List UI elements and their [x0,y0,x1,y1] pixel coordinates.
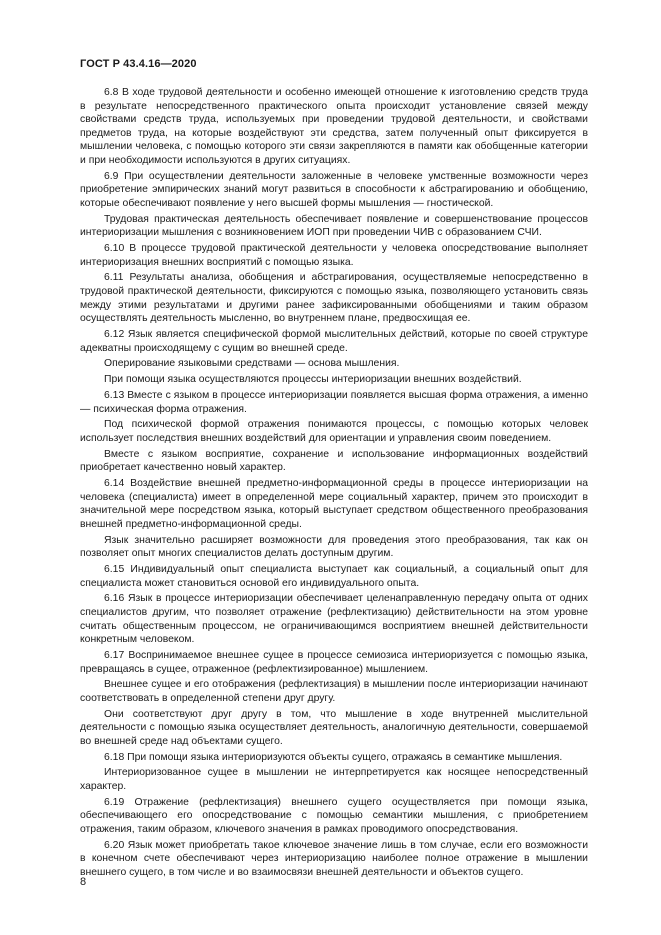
paragraph: 6.11 Результаты анализа, обобщения и абстрагирования, осуществляемые непосредственно в трудовой практической деятельности, фиксируются с помощью языка, позволяющего установить связь между этими результатами и другими ранее зафиксированными обобщениями и таким образом осуществлять деятельность мысленно, во внутреннем плане, предвосхищая ее. [80,272,588,325]
paragraph: Они соответствуют друг другу в том, что мышление в ходе внутренней мыслительной деятельности с помощью языка осуществляет деятельность, аналогичную деятельности, совершаемой во внешней среде над объектами сущего. [80,708,588,747]
paragraph: При помощи языка осуществляются процессы интериоризации внешних воздействий. [104,374,522,386]
document-header: ГОСТ Р 43.4.16—2020 [80,58,197,70]
paragraph: 6.9 При осуществлении деятельности заложенные в человеке умственные возможности через приобретение эмпирических знаний могут развиться в способности к абстрагированию и обобщению, которые обеспечивают появление у него высшей формы мышления — гностической. [80,170,588,209]
paragraph: 6.10 В процессе трудовой практической деятельности у человека опосредствование выполняет интериоризация внешних восприятий с помощью языка. [80,243,588,268]
paragraph: 6.13 Вместе с языком в процессе интериоризации появляется высшая форма отражения, а именно — психическая форма отражения. [80,389,588,415]
paragraph: Оперирование языковыми средствами — основа мышления. [104,358,400,370]
paragraph: Вместе с языком восприятие, сохранение и использование информационных воздействий приобретает качественно новый характер. [80,448,588,474]
document-body [80,86,588,882]
paragraph: 6.8 В ходе трудовой деятельности и особенно имеющей отношение к изготовлению средств труда в результате непосредственного практического опыта происходит установление связей между свойствами средств труда, используемых при проведении трудовой деятельности, и свойствами предметов труда, на которые воздействуют эти средства, затем полученный опыт фиксируется в мышлении человека, с помощью которого эти связи закрепляются в памяти как обобщенные категории и при необходимости используются в других ситуациях. [80,87,588,166]
paragraph: 6.19 Отражение (рефлектизация) внешнего сущего осуществляется при помощи языка, обеспечивающего его опосредствование с помощью семантики мышления, с приобретением отражения, таким образом, ключевого значения в рамках проводимого опосредствования. [80,796,588,836]
paragraph: Язык значительно расширяет возможности для проведения этого преобразования, так как он позволяет опыт многих специалистов делать доступным другим. [80,534,588,560]
paragraph: Под психической формой отражения понимаются процессы, с помощью которых человек использует последствия внешних воздействий для ориентации и управления своим поведением. [80,419,588,444]
paragraph: 6.12 Язык является специфической формой мыслительных действий, которые по своей структуре адекватны происходящему с сущим во внешней среде. [80,329,588,354]
paragraph: Интериоризованное сущее в мышлении не интерпретируется как носящее непосредственный характер. [80,767,588,793]
paragraph: 6.14 Воздействие внешней предметно-информационной среды в процессе интериоризации на человека (специалиста) имеет в определенной мере социальный характер, причем это происходит в значительной мере посредством языка, который выступает средством общественного преобразования внешней предметно-информационной среды. [80,478,588,530]
paragraph: 6.17 Воспринимаемое внешнее сущее в процессе семиозиса интериоризуется с помощью языка, превращаясь в сущее, отраженное (рефлектизированное) мышлением. [80,649,588,675]
paragraph: 6.16 Язык в процессе интериоризации обеспечивает целенаправленную передачу опыта от одних специалистов другим, что позволяет отражение (рефлектизацию) действительности на этом уровне считать общественным процессом, не ограничивающимся восприятием внешней действительности конкретным человеком. [80,593,588,646]
paragraph: Внешнее сущее и его отображения (рефлектизация) в мышлении после интериоризации начинают соответствовать в определенной степени друг другу. [80,679,588,704]
paragraph: 6.20 Язык может приобретать такое ключевое значение лишь в том случае, если его возможности в конечном счете обеспечивают через интериоризацию наиболее полное отражение в мышлении внешнего сущего, в том числе и во взаимосвязи внешней деятельности и объектов сущего. [80,839,588,878]
paragraph: Трудовая практическая деятельность обеспечивает появление и совершенствование процессов интериоризации мышления с возникновением ИОП при проведении ЧИВ с образованием СЧИ. [80,213,588,239]
paragraph: 6.18 При помощи языка интериоризуются объекты сущего, отражаясь в семантике мышления. [104,751,563,763]
paragraph: 6.15 Индивидуальный опыт специалиста выступает как социальный, а социальный опыт для специалиста может становиться основой его индивидуального опыта. [80,564,588,589]
page-number: 8 [80,876,87,888]
